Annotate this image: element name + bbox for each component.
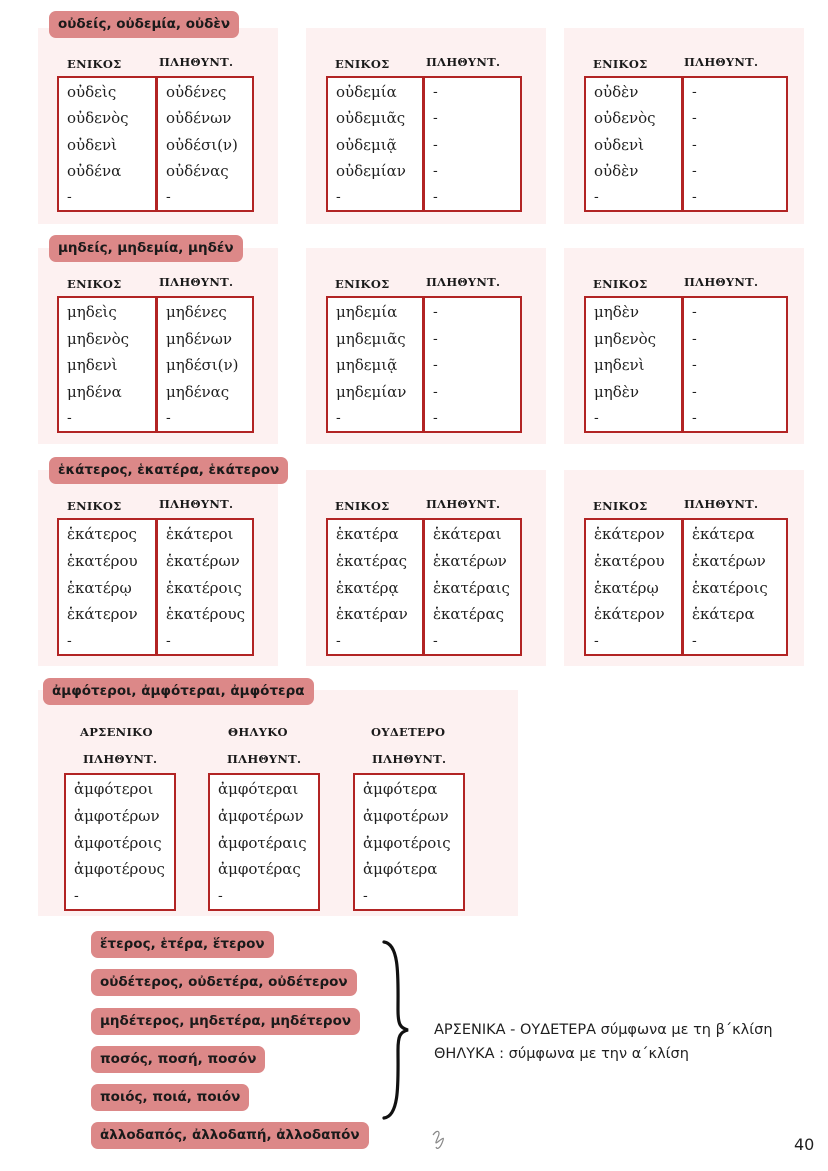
section2-fem-singular-column xyxy=(326,296,424,433)
form-cell: - xyxy=(218,888,223,904)
form-cell: - xyxy=(336,189,341,205)
section2-title: μηδείς, μηδεμία, μηδέν xyxy=(49,235,243,262)
section1-fem-plural-header: ΠΛΗΘΥΝΤ. xyxy=(426,55,501,69)
form-cell: - xyxy=(67,633,72,649)
section3-masc-singular-column xyxy=(57,518,157,656)
form-cell: μηδένες xyxy=(166,303,227,321)
form-cell: ἑκάτερον xyxy=(67,605,138,624)
section3-neut-plural-header: ΠΛΗΘΥΝΤ. xyxy=(684,497,759,511)
pronoun-pill: ἕτερος, ἑτέρα, ἕτερον xyxy=(91,931,274,958)
right-brace-icon xyxy=(378,940,412,1120)
form-cell: - xyxy=(692,136,697,153)
form-cell: - xyxy=(692,189,697,205)
form-cell: ἑκατέραν xyxy=(336,605,408,624)
form-cell: οὐδεμία xyxy=(336,83,397,101)
form-cell: - xyxy=(594,410,599,426)
form-cell: οὐδεμίαν xyxy=(336,161,406,180)
form-cell: ἑκάτερος xyxy=(67,525,137,543)
form-cell: - xyxy=(692,410,697,426)
form-cell: ἀμφοτέρων xyxy=(363,806,449,825)
section2-masc-plural-header: ΠΛΗΘΥΝΤ. xyxy=(159,275,234,289)
section4-neut-plural-column xyxy=(353,773,465,911)
section2-fem-plural-header: ΠΛΗΘΥΝΤ. xyxy=(426,275,501,289)
form-cell: ἑκάτεραι xyxy=(433,525,502,543)
form-cell: ἑκατέρων xyxy=(433,551,507,570)
form-cell: μηδεμιᾷ xyxy=(336,356,398,374)
pronoun-pill: οὐδέτερος, οὐδετέρα, οὐδέτερον xyxy=(91,969,357,996)
section1-title: οὐδείς, οὐδεμία, οὐδὲν xyxy=(49,11,239,38)
form-cell: ἑκάτερα xyxy=(692,605,755,624)
section1-masc-plural-header: ΠΛΗΘΥΝΤ. xyxy=(159,55,234,69)
section2-neut-plural-column xyxy=(682,296,788,433)
section3-masc-singular-header: ΕΝΙΚΟΣ xyxy=(67,499,122,513)
form-cell: ἑκατέραις xyxy=(433,578,510,597)
pronoun-pill: ἀλλοδαπός, ἀλλοδαπή, ἀλλοδαπόν xyxy=(91,1122,369,1149)
form-cell: ἀμφότερα xyxy=(363,780,438,798)
form-cell: ἑκατέρᾳ xyxy=(336,578,399,597)
form-cell: - xyxy=(692,84,697,100)
section4-masc-plural-column xyxy=(64,773,176,911)
form-cell: οὐδένας xyxy=(166,161,229,180)
form-cell: οὐδεὶς xyxy=(67,83,117,101)
form-cell: ἑκατέρους xyxy=(166,605,245,624)
form-cell: ἀμφότεροι xyxy=(74,780,154,798)
section2-neut-singular-column xyxy=(584,296,683,433)
form-cell: ἀμφοτέρας xyxy=(218,860,301,879)
section4-fem-plural-column xyxy=(208,773,320,911)
section3-fem-singular-column xyxy=(326,518,424,656)
section2-neut-singular-header: ΕΝΙΚΟΣ xyxy=(593,277,648,291)
form-cell: - xyxy=(166,633,171,649)
section1-fem-singular-column xyxy=(326,76,424,212)
form-cell: ἀμφοτέρους xyxy=(74,860,165,879)
form-cell: ἀμφότερα xyxy=(363,860,438,879)
form-cell: μηδένας xyxy=(166,382,230,401)
pronoun-pill: ποσός, ποσή, ποσόν xyxy=(91,1046,265,1073)
form-cell: - xyxy=(433,304,438,320)
form-cell: ἑκάτερον xyxy=(594,605,665,624)
form-cell: - xyxy=(594,633,599,649)
form-cell: οὐδενὸς xyxy=(67,109,129,128)
form-cell: οὐδὲν xyxy=(594,83,639,101)
section4-fem-plural-header: ΠΛΗΘΥΝΤ. xyxy=(227,752,302,766)
section2-fem-plural-column xyxy=(423,296,522,433)
section1-neut-singular-column xyxy=(584,76,683,212)
form-cell: μηδεμιᾶς xyxy=(336,329,406,348)
section3-masc-plural-header: ΠΛΗΘΥΝΤ. xyxy=(159,497,234,511)
form-cell: - xyxy=(692,383,697,400)
section1-fem-plural-column xyxy=(423,76,522,212)
signature-logo-icon xyxy=(428,1127,450,1153)
form-cell: ἀμφοτέρων xyxy=(74,806,160,825)
section4-masc-plural-header: ΠΛΗΘΥΝΤ. xyxy=(83,752,158,766)
form-cell: μηδὲν xyxy=(594,303,639,321)
form-cell: μηδενὸς xyxy=(67,329,130,348)
form-cell: ἑκατέροις xyxy=(166,578,242,597)
form-cell: ἑκατέρου xyxy=(67,551,138,570)
section4-neut-plural-header: ΠΛΗΘΥΝΤ. xyxy=(372,752,447,766)
section1-masc-singular-header: ΕΝΙΚΟΣ xyxy=(67,57,122,71)
section3-neut-singular-column xyxy=(584,518,683,656)
form-cell: - xyxy=(433,189,438,205)
form-cell: οὐδέσι(ν) xyxy=(166,135,238,154)
section4-title: ἀμφότεροι, ἀμφότεραι, ἀμφότερα xyxy=(43,678,314,705)
section2-masc-singular-header: ΕΝΙΚΟΣ xyxy=(67,277,122,291)
form-cell: - xyxy=(692,110,697,127)
section1-neut-plural-header: ΠΛΗΘΥΝΤ. xyxy=(684,55,759,69)
form-cell: ἑκατέρα xyxy=(336,525,399,543)
form-cell: οὐδενὶ xyxy=(594,135,644,154)
section1-neut-singular-header: ΕΝΙΚΟΣ xyxy=(593,57,648,71)
form-cell: οὐδένα xyxy=(67,161,122,180)
form-cell: οὐδὲν xyxy=(594,161,639,180)
form-cell: οὐδενὶ xyxy=(67,135,117,154)
form-cell: μηδέσι(ν) xyxy=(166,356,239,374)
form-cell: μηδενὶ xyxy=(67,356,118,374)
form-cell: ἀμφοτέροις xyxy=(363,833,451,852)
form-cell: οὐδεμιᾶς xyxy=(336,109,406,128)
section3-fem-singular-header: ΕΝΙΚΟΣ xyxy=(335,499,390,513)
form-cell: - xyxy=(166,410,171,426)
form-cell: ἑκατέρας xyxy=(433,605,504,624)
section2-masc-singular-column xyxy=(57,296,157,433)
form-cell: οὐδένες xyxy=(166,83,227,101)
section3-fem-plural-column xyxy=(423,518,522,656)
form-cell: - xyxy=(433,357,438,373)
section1-neut-plural-column xyxy=(682,76,788,212)
pronoun-pill: μηδέτερος, μηδετέρα, μηδέτερον xyxy=(91,1008,360,1035)
form-cell: - xyxy=(166,189,171,205)
section4-masc-gender-header: ΑΡΣΕΝΙΚΟ xyxy=(80,725,153,739)
form-cell: - xyxy=(433,84,438,100)
form-cell: οὐδενὸς xyxy=(594,109,656,128)
form-cell: μηδεμία xyxy=(336,303,398,321)
section1-masc-plural-column xyxy=(156,76,254,212)
page-number: 40 xyxy=(794,1135,815,1154)
form-cell: - xyxy=(433,136,438,153)
section1-masc-singular-column xyxy=(57,76,157,212)
form-cell: ἑκατέρῳ xyxy=(67,578,132,597)
form-cell: - xyxy=(67,189,72,205)
form-cell: μηδένα xyxy=(67,382,122,401)
section3-neut-plural-column xyxy=(682,518,788,656)
form-cell: - xyxy=(433,383,438,400)
form-cell: - xyxy=(363,888,368,904)
pronoun-pill: ποιός, ποιά, ποιόν xyxy=(91,1084,249,1111)
form-cell: - xyxy=(433,330,438,347)
form-cell: μηδὲν xyxy=(594,382,639,401)
section3-masc-plural-column xyxy=(156,518,254,656)
form-cell: - xyxy=(433,633,438,649)
section3-title: ἑκάτερος, ἑκατέρα, ἑκάτερον xyxy=(49,457,288,484)
form-cell: ἀμφοτέρων xyxy=(218,806,304,825)
form-cell: οὐδένων xyxy=(166,109,232,128)
section4-fem-gender-header: ΘΗΛΥΚΟ xyxy=(228,725,288,739)
form-cell: ἀμφοτέροις xyxy=(74,833,162,852)
section2-masc-plural-column xyxy=(156,296,254,433)
form-cell: ἑκάτερα xyxy=(692,525,755,543)
form-cell: - xyxy=(692,330,697,347)
form-cell: ἑκατέρας xyxy=(336,551,407,570)
form-cell: - xyxy=(336,410,341,426)
form-cell: - xyxy=(433,110,438,127)
section1-fem-singular-header: ΕΝΙΚΟΣ xyxy=(335,57,390,71)
form-cell: ἑκάτεροι xyxy=(166,525,234,543)
form-cell: ἑκατέρων xyxy=(166,551,240,570)
form-cell: ἀμφότεραι xyxy=(218,780,299,798)
form-cell: - xyxy=(692,162,697,179)
section3-neut-singular-header: ΕΝΙΚΟΣ xyxy=(593,499,648,513)
form-cell: ἑκατέρων xyxy=(692,551,766,570)
form-cell: ἀμφοτέραις xyxy=(218,833,307,852)
section2-fem-singular-header: ΕΝΙΚΟΣ xyxy=(335,277,390,291)
form-cell: - xyxy=(336,633,341,649)
section2-neut-plural-header: ΠΛΗΘΥΝΤ. xyxy=(684,275,759,289)
form-cell: μηδεμίαν xyxy=(336,382,407,401)
form-cell: μηδενὶ xyxy=(594,356,645,374)
form-cell: μηδεὶς xyxy=(67,303,117,321)
section4-neut-gender-header: ΟΥΔΕΤΕΡΟ xyxy=(371,725,446,739)
section3-fem-plural-header: ΠΛΗΘΥΝΤ. xyxy=(426,497,501,511)
form-cell: - xyxy=(594,189,599,205)
form-cell: ἑκατέρου xyxy=(594,551,665,570)
form-cell: μηδενὸς xyxy=(594,329,657,348)
form-cell: - xyxy=(433,162,438,179)
form-cell: μηδένων xyxy=(166,329,233,348)
rule-text-fem: ΘΗΛΥΚΑ : σύμφωνα με την α΄κλίση xyxy=(434,1046,689,1062)
form-cell: - xyxy=(692,633,697,649)
form-cell: - xyxy=(692,304,697,320)
form-cell: ἑκατέροις xyxy=(692,578,768,597)
rule-text-masc-neut: ΑΡΣΕΝΙΚΑ - ΟΥΔΕΤΕΡΑ σύμφωνα με τη β΄κλίση xyxy=(434,1022,773,1038)
form-cell: - xyxy=(74,888,79,904)
form-cell: ἑκατέρῳ xyxy=(594,578,659,597)
form-cell: οὐδεμιᾷ xyxy=(336,135,397,154)
form-cell: - xyxy=(433,410,438,426)
form-cell: - xyxy=(67,410,72,426)
form-cell: ἑκάτερον xyxy=(594,525,665,543)
form-cell: - xyxy=(692,357,697,373)
